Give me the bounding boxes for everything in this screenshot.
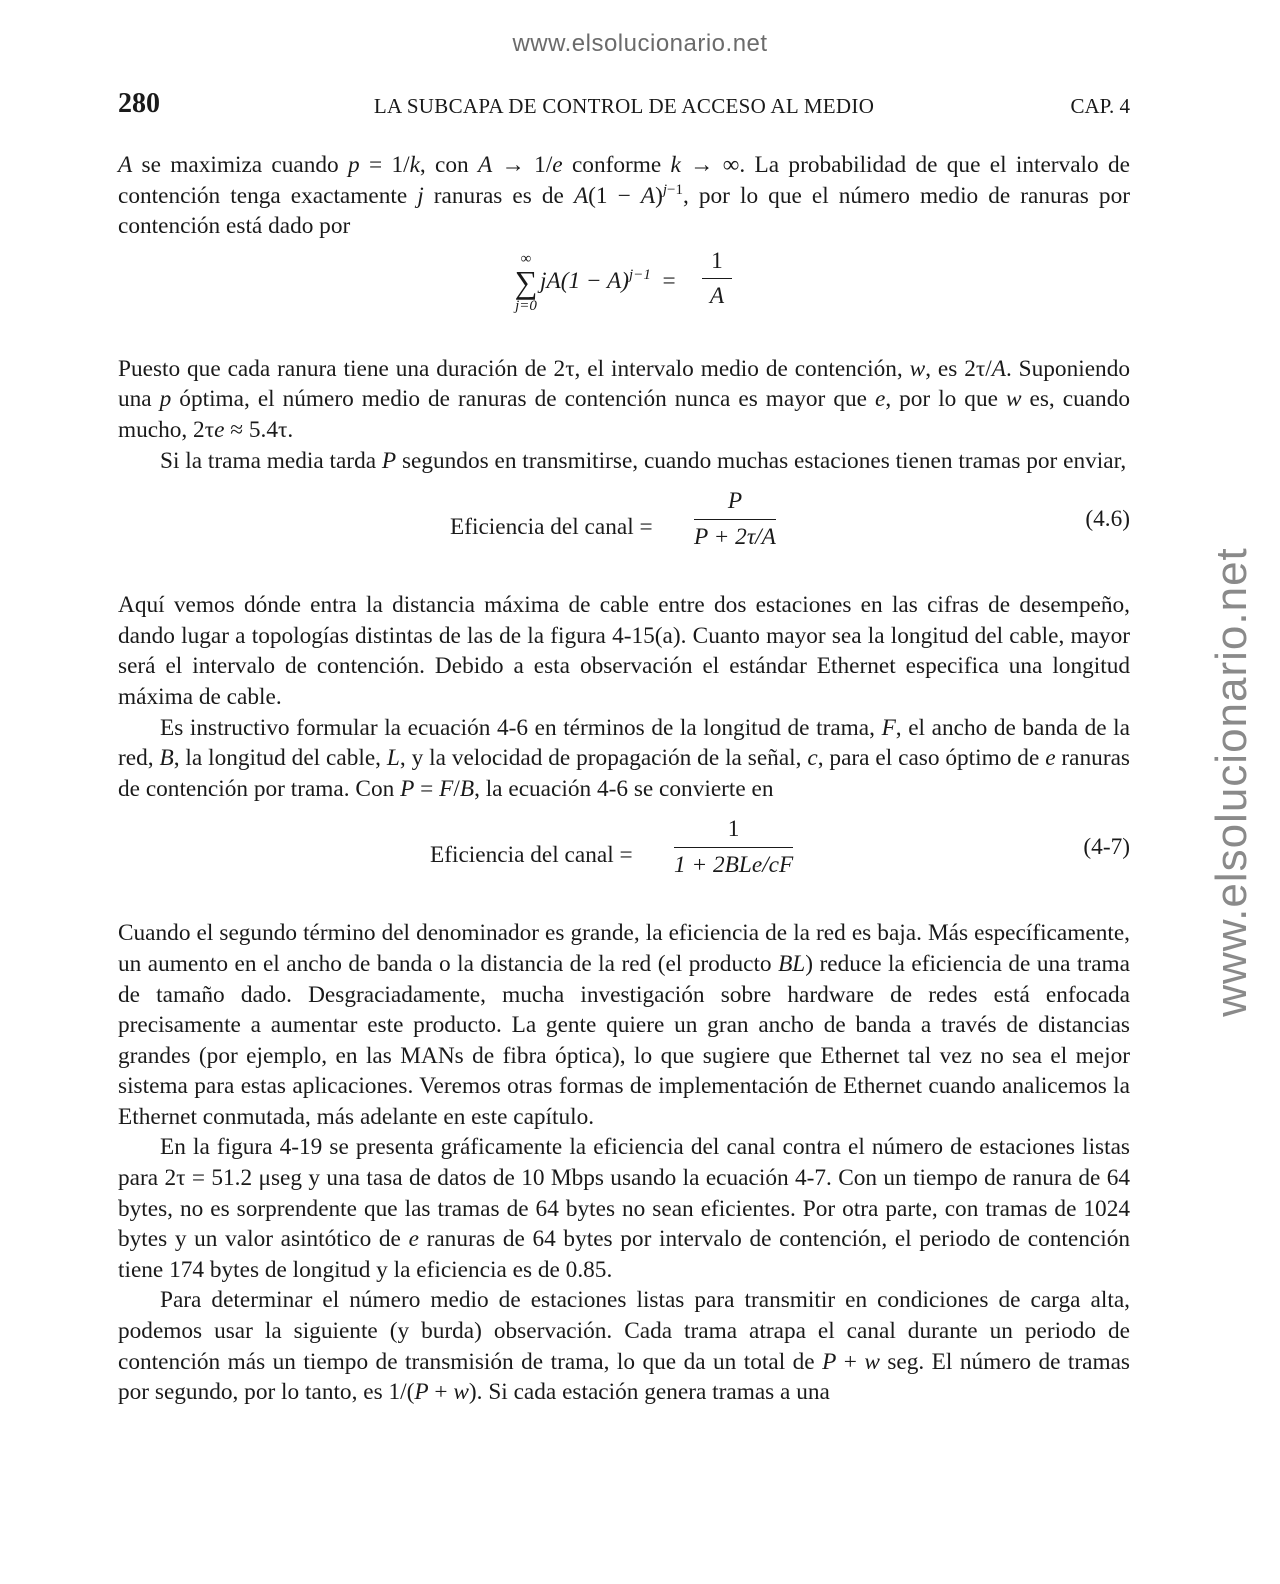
sum-upper-limit: ∞ bbox=[520, 250, 532, 267]
paragraph-6: Cuando el segundo término del denominador es grande, la eficiencia de la red es baja. Más específicamente, un aumento en el ancho de banda o la distancia de la red (el producto BL) reduce la eficiencia de una trama de tamaño dado. Desgraciadamente, mucha investigación sobre hardware de redes está enfocada precisamente a aumentar este producto. La gente quiere un gran ancho de banda a través de distancias grandes (por ejemplo, en las MANs de fibra óptica), lo que sugiere que Ethernet tal vez no sea el mejor sistema para estas aplicaciones. Veremos otras formas de implementación de Ethernet cuando analicemos la Ethernet conmutada, más adelante en este capítulo. bbox=[118, 920, 1130, 1130]
sum-expression bbox=[540, 266, 676, 297]
paragraph-5: Es instructivo formular la ecuación 4-6 en términos de la longitud de trama, F, el ancho de banda de la red, B, la longitud del cable, L, y la velocidad de propagación de la señal, c, para el caso óptimo de e ranuras de contención por trama. Con P = F/B, la ecuación 4-6 se convierte en bbox=[118, 714, 1131, 802]
sum-denominator: A bbox=[709, 283, 725, 310]
eq-4-6-label: Eficiencia del canal = bbox=[450, 514, 653, 541]
eq-4-6-numerator: P bbox=[694, 486, 776, 520]
paragraph-1: A se maximiza cuando p = 1/k, con A → 1/e conforme k → ∞. La probabilidad de que el intervalo de contención tenga exactamente j ranuras es de $A(1 - A)^{j-1}$, por lo que el número medio de ranuras por contención está dado por bbox=[118, 152, 1130, 240]
watermark-side: www.elsolucionario.net bbox=[1207, 547, 1256, 1017]
sum-equals: = bbox=[662, 267, 676, 294]
equation-4-6 bbox=[118, 486, 1130, 576]
paragraph-7: En la figura 4-19 se presenta gráficamente la eficiencia del canal contra el número de estaciones listas para 2τ = 51.2 μseg y una tasa de datos de 10 Mbps usando la ecuación 4-7. Con un tiempo de ranura de 64 bytes, no es sorprendente que las tramas de 64 bytes no sean eficientes. Por otra parte, con tramas de 1024 bytes y un valor asintótico de e ranuras de 64 bytes por intervalo de contención, el periodo de contención tiene 174 bytes de longitud y la eficiencia es de 0.85. bbox=[118, 1134, 1131, 1283]
eq-4-6-fraction bbox=[694, 486, 776, 552]
paragraph-2: Puesto que cada ranura tiene una duración de 2τ, el intervalo medio de contención, w, es 2τ/A. Suponiendo una p óptima, el número medio de ranuras de contención nunca es mayor que e, por lo que w es, cuando mucho, 2τe ≈ 5.4τ. bbox=[118, 355, 1131, 443]
page-number: 280 bbox=[118, 88, 160, 119]
sum-term: jA(1 − A) bbox=[540, 267, 630, 294]
eq-4-6-number: (4.6) bbox=[1085, 506, 1130, 533]
eq-4-6-denominator: P + 2τ/A bbox=[694, 523, 776, 550]
paragraph-4: Aquí vemos dónde entra la distancia máxima de cable entre dos estaciones en las cifras de desempeño, dando lugar a topologías distintas de las de la figura 4-15(a). Cuanto mayor sea la longitud del cable, mayor será el intervalo de contención. Debido a esta observación el estándar Ethernet especifica una longitud máxima de cable. bbox=[118, 592, 1130, 710]
eq-4-7-number: (4-7) bbox=[1083, 834, 1130, 861]
sum-equation bbox=[118, 244, 1130, 340]
sum-numerator: 1 bbox=[702, 246, 732, 280]
page-header bbox=[118, 88, 1130, 124]
sum-symbol: ∑ bbox=[514, 263, 538, 300]
page-body bbox=[118, 150, 1130, 1408]
equation-4-7 bbox=[118, 814, 1130, 904]
watermark-top: www.elsolucionario.net bbox=[512, 30, 768, 57]
eq-4-7-denominator: 1 + 2BLe/cF bbox=[674, 851, 794, 878]
sum-exponent: j−1 bbox=[629, 267, 651, 284]
sum-fraction bbox=[702, 246, 732, 312]
eq-4-7-fraction bbox=[674, 814, 793, 880]
eq-4-7-numerator: 1 bbox=[674, 814, 793, 848]
chapter-label: CAP. 4 bbox=[1070, 94, 1130, 118]
running-title: LA SUBCAPA DE CONTROL DE ACCESO AL MEDIO bbox=[373, 94, 875, 118]
paragraph-3: Si la trama media tarda P segundos en transmitirse, cuando muchas estaciones tienen tramas por enviar, bbox=[160, 447, 1127, 474]
paragraph-8: Para determinar el número medio de estaciones listas para transmitir en condiciones de carga alta, podemos usar la siguiente (y burda) observación. Cada trama atrapa el canal durante un periodo de contención más un tiempo de transmisión de trama, lo que da un total de P + w seg. El número de tramas por segundo, por lo tanto, es 1/(P + w). Si cada estación genera tramas a una bbox=[118, 1287, 1130, 1406]
eq-4-7-label: Eficiencia del canal = bbox=[430, 842, 633, 869]
sum-lower-limit: j=0 bbox=[515, 297, 537, 314]
